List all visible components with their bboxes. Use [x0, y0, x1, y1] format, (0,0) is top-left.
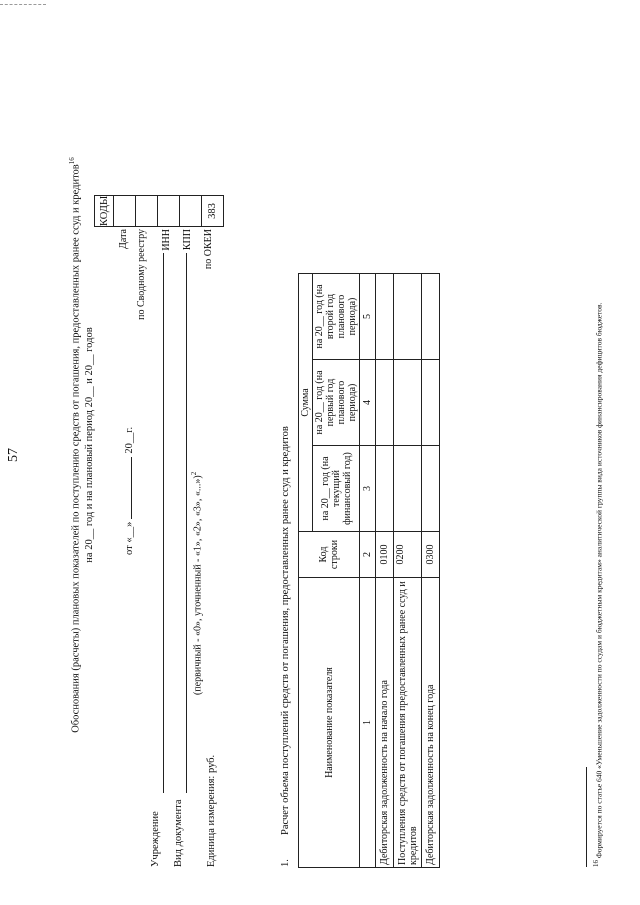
table-row — [394, 274, 422, 868]
row-value-year-3[interactable] — [394, 274, 422, 360]
row-name: Дебиторская задолженность на конец года — [422, 578, 440, 868]
date-month-blank[interactable] — [131, 457, 132, 519]
table-row — [422, 274, 440, 868]
codes-label-date: Дата — [118, 229, 129, 249]
footnote-text: Формируется по статье 640 «Уменьшение задолженности по ссудам и бюджетным кредитам» аналитической группы вида источников финансирования дефицитов бюджетов. — [594, 302, 604, 859]
codes-value-kpp[interactable] — [180, 195, 202, 226]
footnote-number: 16 — [592, 860, 600, 867]
column-number: 5 — [360, 274, 376, 360]
doc-type-note: (первичный - «0», уточненный - «1», «2», «3», «...»)$^2$ — [190, 471, 204, 695]
codes-label-registry: по Сводному реестру — [136, 229, 147, 320]
codes-label-okei: по ОКЕИ — [203, 229, 214, 270]
row-code: 0200 — [394, 532, 422, 578]
institution-label: Учреждение — [150, 811, 161, 867]
date-prefix: от «__» — [124, 521, 135, 555]
codes-value-okei: 383 — [202, 195, 224, 226]
codes-table — [94, 195, 224, 227]
date-line — [124, 427, 135, 555]
title-line-1: Обоснования (расчеты) плановых показателей по поступлению средств от погашения, предоставленных ранее ссуд и кредитов — [70, 164, 82, 733]
row-code: 0100 — [376, 532, 394, 578]
row-name: Поступления средств от погашения предоставленных ранее ссуд и кредитов — [394, 578, 422, 868]
codes-value-registry[interactable] — [136, 195, 158, 226]
doc-type-label: Вид документа — [173, 799, 184, 867]
title-line-2: на 20__ год и на плановый период 20__ и 20__ годов — [83, 327, 95, 563]
row-value-year-2[interactable] — [376, 360, 394, 446]
row-value-year-1[interactable] — [394, 446, 422, 532]
date-suffix: 20__г. — [124, 426, 135, 454]
row-code: 0300 — [422, 532, 440, 578]
page-number: 57 — [6, 448, 21, 462]
codes-label-kpp: КПП — [182, 229, 193, 251]
codes-label-inn: ИНН — [161, 229, 172, 251]
section-number: 1. — [280, 859, 291, 867]
section-title-text: Расчет объема поступлений средств от погашения, предоставленных ранее ссуд и кредитов — [280, 426, 291, 835]
header-year-3: на 20__ год (на второй год планового периода) — [313, 274, 360, 360]
row-value-year-3[interactable] — [376, 274, 394, 360]
section-title — [280, 426, 291, 867]
calculation-table — [298, 273, 440, 868]
header-name: Наименование показателя — [299, 578, 360, 868]
column-number: 3 — [360, 446, 376, 532]
row-name: Дебиторская задолженность на начало года — [376, 578, 394, 868]
column-number: 1 — [360, 578, 376, 868]
row-value-year-2[interactable] — [422, 360, 440, 446]
codes-value-inn[interactable] — [158, 195, 180, 226]
column-number: 4 — [360, 360, 376, 446]
header-year-2: на 20__ год (на первый год планового периода) — [313, 360, 360, 446]
header-code: Код строки — [299, 532, 360, 578]
column-number: 2 — [360, 532, 376, 578]
row-value-year-1[interactable] — [376, 446, 394, 532]
form-title — [66, 145, 96, 745]
row-value-year-1[interactable] — [422, 446, 440, 532]
table-row — [376, 274, 394, 868]
column-number-row — [360, 274, 376, 868]
row-value-year-3[interactable] — [422, 274, 440, 360]
footnote-separator — [586, 767, 587, 867]
header-year-1: на 20__ год (на текущий финансовый год) — [313, 446, 360, 532]
row-value-year-2[interactable] — [394, 360, 422, 446]
footnote — [592, 303, 604, 867]
codes-header: КОДЫ — [95, 195, 114, 226]
title-footnote-ref: 16 — [68, 157, 76, 165]
codes-value-date[interactable] — [114, 195, 136, 226]
unit-label: Единица измерения: руб. — [206, 754, 217, 867]
header-sum: Сумма — [299, 274, 313, 532]
